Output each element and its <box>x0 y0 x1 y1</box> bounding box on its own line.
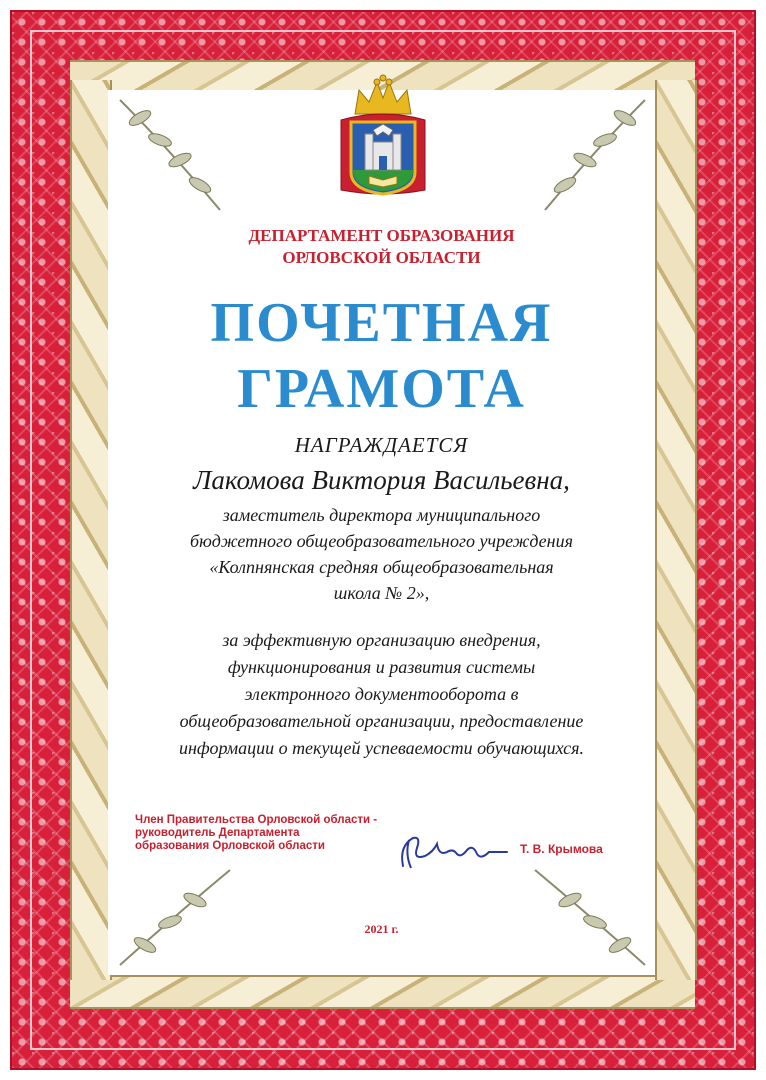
reason-line: электронного документооборота в <box>244 684 519 704</box>
ribbon-left <box>70 80 112 980</box>
department-line-1: ДЕПАРТАМЕНТ ОБРАЗОВАНИЯ <box>248 226 515 245</box>
laurel-top-right-icon <box>535 90 655 220</box>
title-line-1: ПОЧЕТНАЯ <box>210 292 553 354</box>
laurel-top-left-icon <box>110 90 230 220</box>
department-line-2: ОРЛОВСКОЙ ОБЛАСТИ <box>282 248 481 267</box>
position-line: «Колпнянская средняя общеобразовательная <box>209 557 554 577</box>
position-line: школа № 2», <box>333 583 430 603</box>
reason-line: информации о текущей успеваемости обучающихся. <box>179 738 584 758</box>
certificate-title <box>108 290 655 422</box>
signer-title-line: руководитель Департамента <box>135 827 300 839</box>
issue-year: 2021 г. <box>364 922 399 936</box>
ribbon-bottom <box>70 975 695 1009</box>
reason-line: за эффективную организацию внедрения, <box>222 630 541 650</box>
recipient-position <box>108 502 655 606</box>
signer-title <box>135 814 415 853</box>
recipient-name: Лакомова Виктория Васильевна, <box>193 465 570 495</box>
ribbon-right <box>655 80 697 980</box>
laurel-bottom-left-icon <box>110 860 240 975</box>
signer-title-line: образования Орловской области <box>135 840 325 852</box>
reason-line: общеобразовательной организации, предоставление <box>179 711 584 731</box>
reason-line: функционирования и развития системы <box>227 657 536 677</box>
signer-name: Т. В. Крымова <box>520 842 603 856</box>
position-line: заместитель директора муниципального <box>222 505 541 525</box>
coat-of-arms-icon <box>333 72 433 202</box>
laurel-bottom-right-icon <box>525 860 655 975</box>
handwritten-signature-icon <box>395 826 515 876</box>
award-reason <box>108 627 655 762</box>
title-line-2: ГРАМОТА <box>237 358 526 420</box>
department-heading <box>108 225 655 269</box>
position-line: бюджетного общеобразовательного учреждения <box>190 531 573 551</box>
awarded-label: НАГРАЖДАЕТСЯ <box>294 433 469 457</box>
signer-title-line: Член Правительства Орловской области - <box>135 814 378 826</box>
